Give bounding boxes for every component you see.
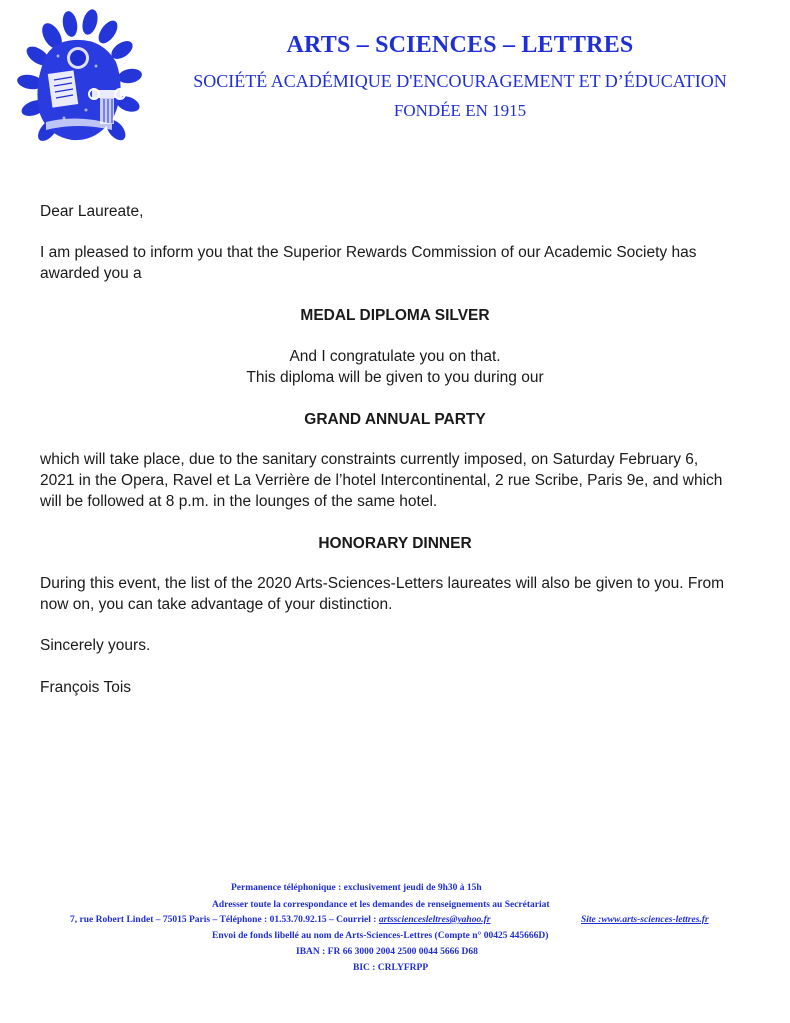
congrats-line-1: And I congratulate you on that. (289, 348, 501, 365)
footer-email-link[interactable]: artssciencesleltres@yahoo.fr (378, 915, 491, 925)
details-line-3: will be followed at 8 p.m. in the lounges of the same hotel. (40, 493, 438, 510)
footer-bic: BIC : CRLYFRPP (353, 963, 429, 973)
sincerely: Sincerely yours. (40, 637, 151, 654)
footer-address: 7, rue Robert Lindet – 75015 Paris – Téléphone : 01.53.70.92.15 – Courriel : (70, 915, 379, 925)
footer-site-link[interactable] (581, 915, 709, 925)
details-line-1: which will take place, due to the sanitary constraints currently imposed, on Saturday February 6, (40, 451, 699, 468)
footer-iban: IBAN : FR 66 3000 2004 2500 0044 5666 D68 (296, 947, 478, 957)
society-emblem-logo (12, 6, 146, 158)
footer-hours: Permanence téléphonique : exclusivement jeudi de 9h30 à 15h (231, 883, 482, 893)
congrats-line-2: This diploma will be given to you during our (246, 369, 544, 386)
closing-line-1: During this event, the list of the 2020 Arts-Sciences-Letters laureates will also be given to you. From (40, 575, 725, 592)
signature: François Tois (40, 679, 132, 696)
footer-correspondence: Adresser toute la correspondance et les demandes de renseignements au Secrétariat (212, 900, 550, 910)
event-title: GRAND ANNUAL PARTY (304, 411, 486, 428)
society-subtitle: SOCIÉTÉ ACADÉMIQUE D'ENCOURAGEMENT ET D’ÉDUCATION (193, 71, 727, 91)
intro-line-1: I am pleased to inform you that the Superior Rewards Commission of our Academic Society has (40, 244, 697, 261)
salutation: Dear Laureate, (40, 203, 144, 220)
footer-address-line (70, 915, 490, 925)
details-line-2: 2021 in the Opera, Ravel et La Verrière de l’hotel Intercontinental, 2 rue Scribe, Paris 9e, and which (40, 472, 723, 489)
intro-line-2: awarded you a (40, 265, 142, 282)
closing-line-2: now on, you can take advantage of your distinction. (40, 596, 393, 613)
award-title: MEDAL DIPLOMA SILVER (300, 307, 490, 324)
footer-funds: Envoi de fonds libellé au nom de Arts-Sciences-Lettres (Compte n° 00425 445666D) (212, 931, 549, 941)
dinner-title: HONORARY DINNER (318, 535, 472, 552)
society-founded: FONDÉE EN 1915 (393, 101, 527, 120)
footer-site[interactable]: Site :www.arts-sciences-lettres.fr (581, 915, 709, 925)
society-title: ARTS – SCIENCES – LETTRES (286, 32, 634, 58)
